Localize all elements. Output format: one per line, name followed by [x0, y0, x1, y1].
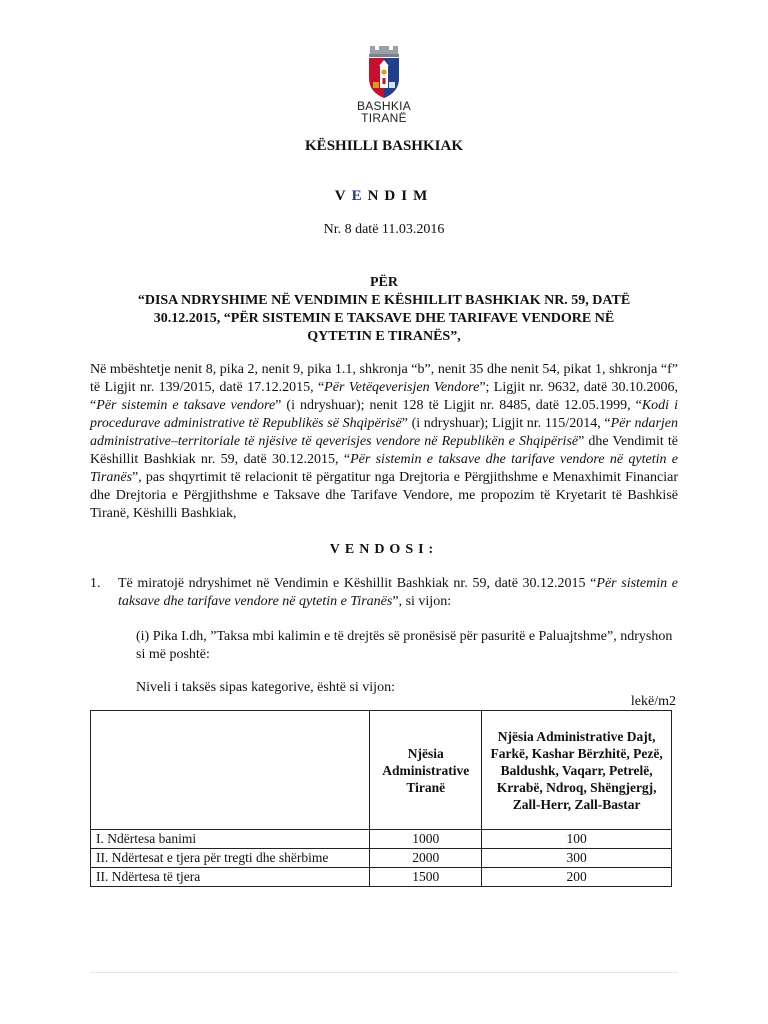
vendim-letter: D — [384, 188, 402, 204]
vendim-letter: N — [367, 188, 385, 204]
preamble-text: ” (i ndryshuar); nenit 128 të Ligjit nr. 8485, datë 12.05.1999, “ — [275, 398, 642, 413]
municipality-logo — [340, 44, 428, 124]
logo-text-tirane: TIRANË — [361, 111, 407, 125]
header-unit-others: Njësia Administrative Dajt, Farkë, Kashar Bërzhitë, Pezë, Baldushk, Vaqarr, Petrelë, Krrabë, Ndroq, Shëngjergj, Zall-Herr, Zall-Bastar — [482, 711, 672, 830]
table-row — [91, 830, 672, 849]
table-row — [91, 849, 672, 868]
subject-block — [90, 274, 678, 346]
vendim-letter: M — [413, 188, 434, 204]
preamble-text: ”; Ligjit nr. 9632, datë 30.10.2006, “ — [90, 380, 679, 413]
header-category — [91, 711, 370, 830]
preamble-text: Në mbështetje nenit 8, pika 2, nenit 9, pika 1.1, shkronja “b”, nenit 35 dhe nenit 54, pikat 1, shkronja “f” të Ligjit nr. 139/2015, datë 17.12.2015, “ — [90, 362, 678, 395]
category-cell: I. Ndërtesa banimi — [91, 830, 370, 849]
preamble-law-title: Për sistemin e taksave dhe tarifave vendore në qytetin e Tiranës — [90, 452, 679, 485]
subject-per: PËR — [370, 275, 398, 290]
item-text — [118, 575, 678, 611]
value-cell-tirane: 1500 — [370, 868, 482, 887]
header-unit-tirane: Njësia Administrative Tiranë — [370, 711, 482, 830]
table-row — [91, 868, 672, 887]
preamble-law-title: Për ndarjen administrative–territoriale të njësive të qeverisjes vendore në Republikën e Shqipërisë — [90, 416, 679, 449]
logo-text-bashkia: BASHKIA — [356, 99, 412, 113]
vendim-letter: I — [401, 188, 414, 204]
item-text-part: ”, si vijon: — [392, 594, 452, 609]
preamble-text: ” (i ndryshuar); Ligjit nr. 115/2014, “ — [401, 416, 611, 431]
table-header-row — [91, 711, 672, 830]
value-cell-others: 200 — [482, 868, 672, 887]
value-cell-tirane: 2000 — [370, 849, 482, 868]
unit-label: lekë/m2 — [630, 694, 676, 709]
preamble-paragraph — [90, 361, 678, 523]
preamble-law-title: Kodi i procedurave administrative të Republikës së Shqipërisë — [90, 398, 678, 431]
item-text-part: Të miratojë ndryshimet në Vendimin e Këshillit Bashkiak nr. 59, datë 30.12.2015 “ — [118, 576, 597, 591]
subject-line-1: “DISA NDRYSHIME NË VENDIMIN E KËSHILLIT BASHKIAK NR. 59, DATË — [137, 293, 631, 308]
tax-levels-table — [90, 710, 672, 887]
item-number: 1. — [90, 576, 101, 591]
item-decision-title: Për sistemin e taksave dhe tarifave vendore në qytetin e Tiranës — [118, 576, 678, 609]
vendim-letter: V — [334, 188, 352, 204]
subject-line-2: 30.12.2015, “PËR SISTEMIN E TAKSAVE DHE TARIFAVE VENDORE NË — [153, 311, 615, 326]
preamble-law-title: Për sistemin e taksave vendore — [96, 398, 276, 413]
preamble-text: ”, pas shqyrtimit të relacionit të përgatitur nga Drejtoria e Përgjithshme e Menaxhimit Financiar dhe Drejtoria e Përgjithshme e Taksave dhe Tarifave Vendore, me propozim të Kryetarit të Bashkisë Tiranë, Këshilli Bashkiak, — [90, 470, 678, 521]
subject-line-3: QYTETIN E TIRANËS”, — [307, 329, 461, 344]
category-cell: II. Ndërtesa të tjera — [91, 868, 370, 887]
decision-item-1 — [90, 575, 678, 611]
decision-number: Nr. 8 datë 11.03.2016 — [323, 222, 445, 237]
page-divider — [90, 972, 678, 973]
value-cell-others: 300 — [482, 849, 672, 868]
decided-heading: VENDOSI: — [329, 542, 439, 557]
category-cell: II. Ndërtesat e tjera për tregti dhe shërbime — [91, 849, 370, 868]
tirana-coat-of-arms-icon — [364, 44, 404, 100]
levels-intro: Niveli i taksës sipas kategorive, është si vijon: — [136, 680, 395, 695]
preamble-text: ” dhe Vendimit të Këshillit Bashkiak nr. 59, datë 30.12.2015, “ — [90, 434, 679, 467]
value-cell-tirane: 1000 — [370, 830, 482, 849]
vendim-title — [0, 188, 768, 205]
value-cell-others: 100 — [482, 830, 672, 849]
council-heading: KËSHILLI BASHKIAK — [305, 138, 463, 154]
sub-item-i: (i) Pika I.dh, ”Taksa mbi kalimin e të drejtës së pronësisë për pasuritë e Paluajtshme”, ndryshon si më poshtë: — [136, 629, 673, 662]
vendim-letter: E — [351, 188, 368, 204]
preamble-law-title: Për Vetëqeverisjen Vendore — [324, 380, 480, 395]
